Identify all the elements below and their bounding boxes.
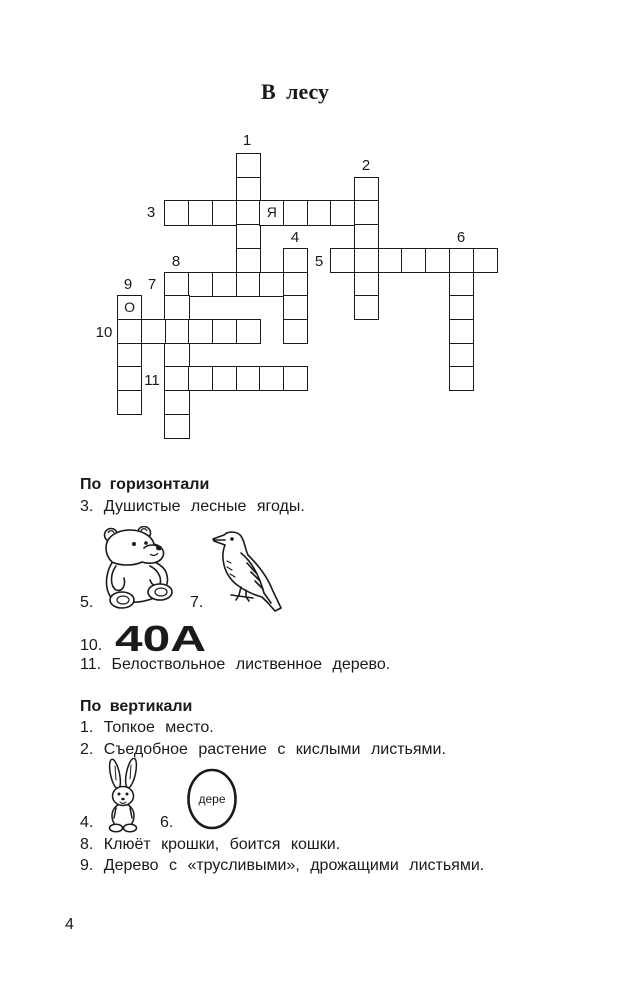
crossword-cell (212, 200, 237, 225)
clue-text: Клюёт крошки, боится кошки. (103, 836, 341, 853)
crossword-cell (449, 248, 474, 273)
clue-number: 1. (80, 719, 94, 736)
rebus-text-dere: дере (198, 792, 226, 806)
clue-text: Съедобное растение с кислыми листьями. (103, 741, 446, 758)
clue-down-6-number: 6. (160, 814, 174, 831)
crossword-cell (449, 272, 474, 297)
page-number: 4 (65, 916, 74, 933)
bear-icon (100, 526, 174, 610)
clue-across-3 (80, 497, 305, 517)
crossword-grid (0, 0, 618, 460)
crossword-cell (307, 200, 332, 225)
clue-across-11 (80, 655, 390, 675)
crossword-number-3: 3 (146, 204, 156, 221)
crossword-cell (283, 295, 308, 320)
clue-number: 9. (80, 857, 94, 874)
crossword-cell (212, 366, 237, 391)
crossword-cell (354, 224, 379, 249)
clue-down-8 (80, 835, 340, 855)
clue-down-4-number: 4. (80, 814, 94, 831)
crossword-number-11: 11 (144, 372, 160, 389)
crossword-given-letter: О (124, 299, 136, 316)
crossword-cell (188, 200, 213, 225)
clue-number: 2. (80, 741, 94, 758)
clue-down-1 (80, 718, 214, 738)
crossword-cell (283, 200, 308, 225)
crossword-cell (236, 272, 261, 297)
crossword-cell (164, 200, 189, 225)
crossword-cell (354, 272, 379, 297)
crossword-cell (164, 319, 189, 344)
crossword-cell (283, 272, 308, 297)
crossword-cell (401, 248, 426, 273)
crossword-cell (164, 390, 189, 415)
crossword-cell (354, 295, 379, 320)
crossword-cell (117, 319, 142, 344)
crossword-cell (117, 343, 142, 368)
crossword-cell (236, 248, 261, 273)
crossword-cell (188, 272, 213, 297)
crossword-given-letter: Я (266, 204, 277, 221)
crossword-cell (330, 200, 355, 225)
crossword-number-10: 10 (95, 324, 113, 341)
crossword-cell (378, 248, 403, 273)
crossword-number-6: 6 (456, 229, 466, 246)
crossword-number-9: 9 (123, 276, 133, 293)
crossword-cell (449, 366, 474, 391)
clue-number: 11. (80, 656, 102, 673)
clue-down-2 (80, 740, 446, 760)
crossword-cell (117, 390, 142, 415)
crow-icon (211, 531, 283, 613)
crossword-number-7: 7 (147, 276, 157, 293)
clue-across-5-number: 5. (80, 594, 94, 611)
crossword-number-5: 5 (314, 253, 324, 270)
clue-across-7-number: 7. (190, 594, 204, 611)
clue-number: 3. (80, 498, 94, 515)
clue-text: Дерево с «трусливыми», дрожащими листьями. (103, 857, 485, 874)
clue-text: Душистые лесные ягоды. (103, 498, 305, 515)
across-heading: По горизонтали (80, 476, 210, 493)
crossword-cell (236, 153, 261, 178)
crossword-cell (473, 248, 498, 273)
crossword-cell (188, 319, 213, 344)
crossword-cell (164, 295, 189, 320)
hare-icon (102, 758, 144, 834)
crossword-cell (259, 366, 284, 391)
crossword-cell (354, 248, 379, 273)
crossword-cell (212, 319, 237, 344)
clue-text: Топкое место. (103, 719, 214, 736)
crossword-cell (354, 200, 379, 225)
crossword-cell (236, 319, 261, 344)
clue-number: 8. (80, 836, 94, 853)
crossword-cell (449, 343, 474, 368)
crossword-cell (141, 319, 166, 344)
crossword-number-1: 1 (242, 132, 252, 149)
page-title: В лесу (260, 79, 330, 104)
crossword-cell (425, 248, 450, 273)
crossword-cell (188, 366, 213, 391)
clue-down-9 (80, 856, 484, 876)
crossword-cell (330, 248, 355, 273)
rebus-40a: 40А (115, 618, 207, 659)
crossword-cell (164, 414, 189, 439)
crossword-number-4: 4 (290, 229, 300, 246)
down-heading: По вертикали (80, 698, 193, 715)
crossword-cell (164, 343, 189, 368)
crossword-cell (449, 295, 474, 320)
crossword-cell (236, 224, 261, 249)
clue-text: Белоствольное лиственное дерево. (111, 656, 391, 673)
crossword-cell (259, 272, 284, 297)
crossword-cell (283, 366, 308, 391)
crossword-cell (236, 200, 261, 225)
crossword-cell (354, 177, 379, 202)
crossword-number-8: 8 (171, 253, 181, 270)
crossword-cell (164, 366, 189, 391)
clue-across-10-number: 10. (80, 637, 103, 654)
crossword-cell (283, 319, 308, 344)
crossword-cell (283, 248, 308, 273)
crossword-number-2: 2 (361, 157, 371, 174)
crossword-cell (236, 177, 261, 202)
crossword-cell (449, 319, 474, 344)
crossword-cell (236, 366, 261, 391)
crossword-cell (212, 272, 237, 297)
crossword-cell (164, 272, 189, 297)
